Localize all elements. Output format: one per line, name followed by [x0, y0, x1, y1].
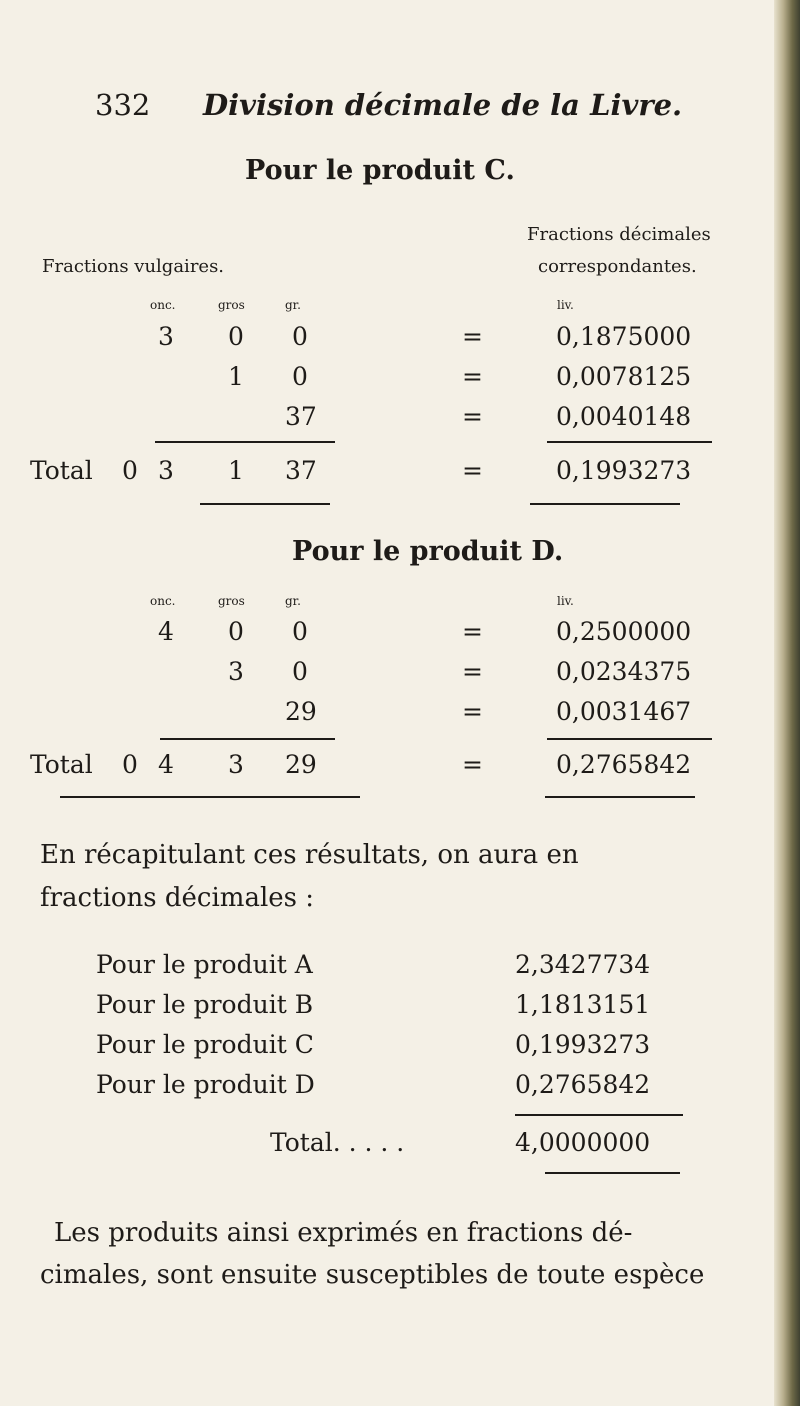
col-right-title-2: correspondantes.: [538, 256, 697, 277]
c-row-value: 0,0078125: [556, 362, 692, 391]
d-total-value: 0,2765842: [556, 750, 692, 779]
c-row-gros: 1: [228, 362, 244, 391]
c-row-gr: 0: [292, 322, 308, 351]
recap-item-label: Pour le produit B: [96, 990, 314, 1019]
unit-gros: gros: [218, 298, 245, 312]
d-total-equals: =: [462, 750, 483, 779]
c-row-value: 0,1875000: [556, 322, 692, 351]
c-row-onc: 3: [158, 322, 174, 351]
recap-item-value: 0,1993273: [515, 1030, 651, 1059]
section-c-title: Pour le produit C.: [245, 155, 515, 186]
c-row-equals: =: [462, 322, 483, 351]
recap-item-label: Pour le produit C: [96, 1030, 314, 1059]
unit-gr: gr.: [285, 594, 301, 608]
col-right-title-1: Fractions décimales: [527, 224, 711, 245]
d-sum-rule-left: [160, 738, 335, 740]
d-sum-rule-right: [547, 738, 712, 740]
d-row-equals: =: [462, 617, 483, 646]
unit-onc: onc.: [150, 298, 176, 312]
c-row-equals: =: [462, 402, 483, 431]
recap-under-rule: [545, 1172, 680, 1174]
recap-sum-rule: [515, 1114, 683, 1116]
d-row-equals: =: [462, 657, 483, 686]
page-edge-shadow: [774, 0, 800, 1406]
unit-liv: liv.: [557, 298, 574, 312]
unit-onc: onc.: [150, 594, 176, 608]
recap-item-value: 0,2765842: [515, 1070, 651, 1099]
col-left-title: Fractions vulgaires.: [42, 256, 225, 277]
d-row-value: 0,2500000: [556, 617, 692, 646]
d-total-label: Total: [30, 750, 93, 779]
d-row-gros: 0: [228, 617, 244, 646]
running-title: Division décimale de la Livre.: [203, 88, 683, 122]
recap-total-value: 4,0000000: [515, 1128, 651, 1157]
c-total-equals: =: [462, 456, 483, 485]
recap-item-label: Pour le produit A: [96, 950, 313, 979]
recap-total-label: Total. . . . .: [270, 1128, 405, 1157]
page-number: 332: [95, 88, 151, 122]
recap-intro-line-2: fractions décimales :: [40, 883, 315, 913]
c-total-gr: 37: [285, 456, 317, 485]
c-row-gros: 0: [228, 322, 244, 351]
c-under-rule-left: [200, 503, 330, 505]
section-d-title: Pour le produit D.: [292, 536, 564, 567]
d-total-liv: 0: [122, 750, 138, 779]
c-total-gros: 1: [228, 456, 244, 485]
c-row-gr: 37: [285, 402, 317, 431]
c-row-value: 0,0040148: [556, 402, 692, 431]
d-row-value: 0,0031467: [556, 697, 692, 726]
d-total-gros: 3: [228, 750, 244, 779]
c-total-onc: 3: [158, 456, 174, 485]
c-total-label: Total: [30, 456, 93, 485]
c-total-value: 0,1993273: [556, 456, 692, 485]
c-sum-rule-left: [155, 441, 335, 443]
c-sum-rule-right: [547, 441, 712, 443]
recap-item-value: 1,1813151: [515, 990, 651, 1019]
unit-gr: gr.: [285, 298, 301, 312]
recap-item-label: Pour le produit D: [96, 1070, 315, 1099]
d-total-gr: 29: [285, 750, 317, 779]
d-under-rule-left: [60, 796, 360, 798]
c-row-equals: =: [462, 362, 483, 391]
c-under-rule-right: [530, 503, 680, 505]
d-row-onc: 4: [158, 617, 174, 646]
d-row-gr: 29: [285, 697, 317, 726]
d-row-gros: 3: [228, 657, 244, 686]
d-row-value: 0,0234375: [556, 657, 692, 686]
d-row-equals: =: [462, 697, 483, 726]
recap-item-value: 2,3427734: [515, 950, 651, 979]
closing-line-1: Les produits ainsi exprimés en fractions dé-: [54, 1218, 633, 1248]
recap-intro-line-1: En récapitulant ces résultats, on aura en: [40, 840, 579, 870]
d-row-gr: 0: [292, 617, 308, 646]
d-total-onc: 4: [158, 750, 174, 779]
unit-gros: gros: [218, 594, 245, 608]
d-row-gr: 0: [292, 657, 308, 686]
d-under-rule-right: [545, 796, 695, 798]
unit-liv: liv.: [557, 594, 574, 608]
c-total-liv: 0: [122, 456, 138, 485]
c-row-gr: 0: [292, 362, 308, 391]
closing-line-2: cimales, sont ensuite susceptibles de toute espèce: [40, 1260, 705, 1290]
